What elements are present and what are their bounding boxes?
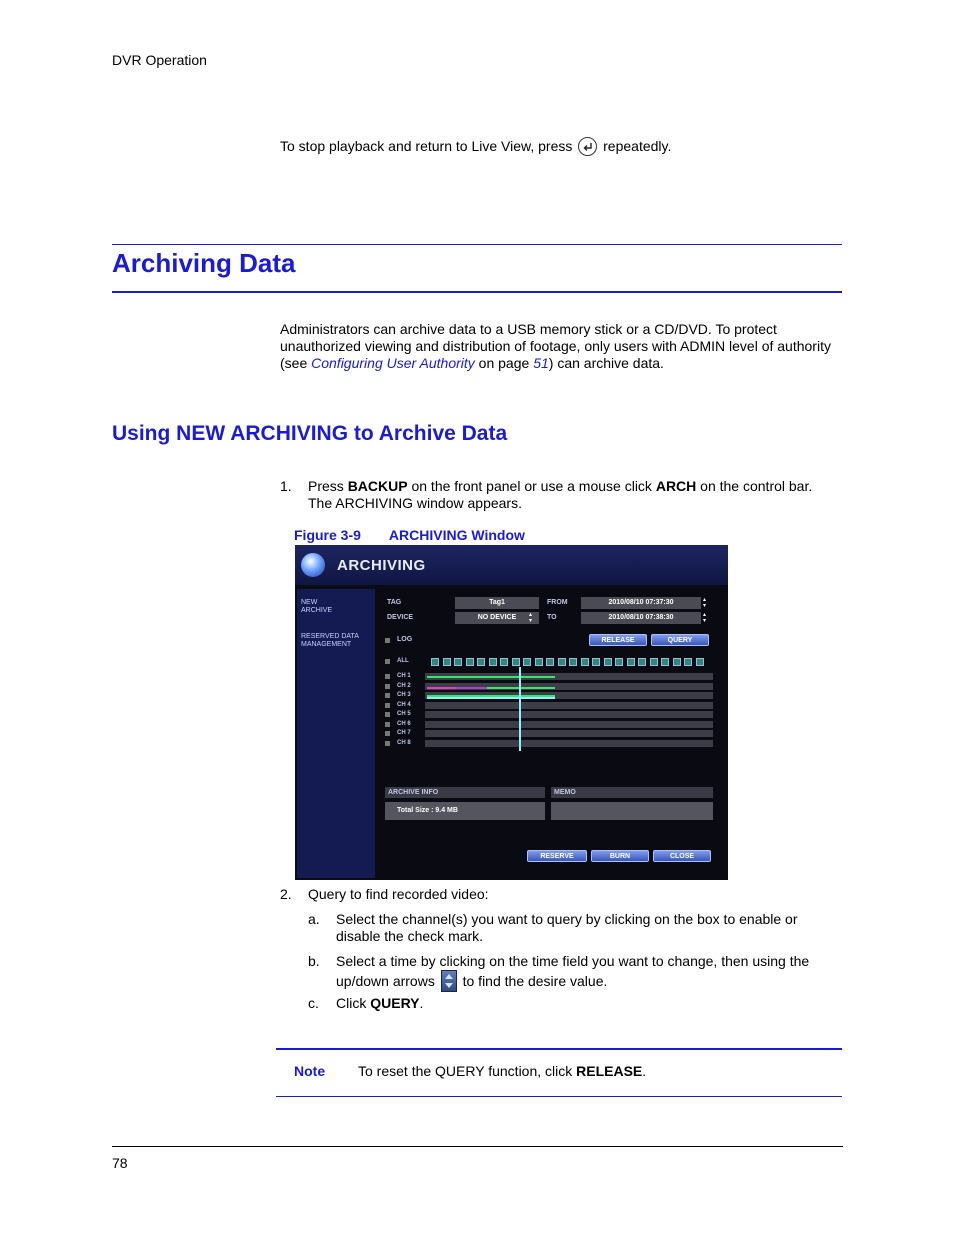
intro-text-before: To stop playback and return to Live View, press: [280, 138, 573, 154]
page-number: 78: [112, 1155, 128, 1171]
section-para-line: unauthorized viewing and distribution of footage, only users with ADMIN level of authority: [280, 338, 831, 354]
from-field[interactable]: 2010/08/10 07:37:30: [581, 597, 701, 609]
hour-checkbox[interactable]: [500, 658, 508, 666]
hour-checkbox[interactable]: [696, 658, 704, 666]
step1-number: 1.: [280, 478, 292, 494]
hour-checkbox[interactable]: [477, 658, 485, 666]
section-bottom-rule: [112, 291, 842, 293]
channel-timeline-row[interactable]: [425, 721, 713, 728]
hour-checkbox[interactable]: [489, 658, 497, 666]
hour-checkbox[interactable]: [650, 658, 658, 666]
figure-caption: [294, 527, 525, 543]
enter-key-icon: [578, 137, 597, 156]
substep-a-text: Select the channel(s) you want to query by clicking on the box to enable or disable the check mark.: [336, 911, 798, 944]
channel-timeline-row[interactable]: [425, 730, 713, 737]
release-button[interactable]: RELEASE: [589, 634, 647, 646]
channel-label: CH 1: [397, 673, 411, 679]
hour-checkbox[interactable]: [546, 658, 554, 666]
hour-checkbox[interactable]: [638, 658, 646, 666]
from-spin-icon[interactable]: ▴ ▾: [703, 597, 707, 609]
substep-c-letter: c.: [308, 995, 319, 1011]
note-top-rule: [276, 1048, 842, 1050]
channel-label: CH 4: [397, 701, 411, 708]
figure-number: Figure 3-9: [294, 527, 361, 543]
to-field[interactable]: 2010/08/10 07:38:30: [581, 612, 701, 624]
subsection-title: Using NEW ARCHIVING to Archive Data: [112, 422, 508, 445]
channel-label: CH 2: [397, 682, 411, 689]
section-para-line: (see Configuring User Authority on page 51) can archive data.: [280, 355, 664, 371]
up-down-arrows-icon: [441, 970, 457, 992]
burn-button[interactable]: BURN: [591, 850, 649, 862]
to-label: TO: [547, 614, 557, 621]
channel-checkbox[interactable]: [385, 703, 390, 708]
hour-checkbox[interactable]: [535, 658, 543, 666]
ch3-event-track: [455, 687, 487, 689]
channel-timeline-row[interactable]: [425, 740, 713, 747]
hour-checkbox[interactable]: [615, 658, 623, 666]
memo-box[interactable]: [551, 802, 713, 820]
channel-label: CH 7: [397, 730, 411, 736]
step1-text: Press BACKUP on the front panel or use a mouse click ARCH on the control bar. The ARCHIVING window appears.: [308, 478, 813, 511]
tag-label: TAG: [387, 599, 402, 606]
channel-checkbox[interactable]: [385, 684, 390, 689]
note-label: Note: [294, 1063, 326, 1079]
hour-checkbox[interactable]: [523, 658, 531, 666]
figure-title: ARCHIVING Window: [388, 527, 525, 543]
tag-field[interactable]: Tag1: [455, 597, 539, 609]
device-field[interactable]: NO DEVICE: [455, 612, 539, 624]
archive-info-header: ARCHIVE INFO: [385, 787, 545, 798]
hour-checkbox[interactable]: [558, 658, 566, 666]
intro-line: [280, 137, 671, 156]
channel-checkbox[interactable]: [385, 741, 390, 746]
intro-text-after: repeatedly.: [603, 138, 672, 154]
hour-checkbox[interactable]: [604, 658, 612, 666]
reserve-button[interactable]: RESERVE: [527, 850, 587, 862]
time-cursor[interactable]: [519, 667, 521, 751]
channel-label: CH 8: [397, 739, 411, 746]
running-header: DVR Operation: [112, 52, 207, 68]
note-bottom-rule: [276, 1096, 842, 1097]
sidebar-item-reserved-data[interactable]: RESERVED DATA MANAGEMENT: [301, 633, 359, 648]
all-checkbox[interactable]: [385, 659, 390, 664]
to-spin-icon[interactable]: ▴ ▾: [703, 612, 707, 624]
window-titlebar: [295, 545, 728, 585]
ch4-cursor-track: [427, 697, 555, 699]
window-main: [379, 589, 726, 878]
from-label: FROM: [547, 599, 568, 606]
channel-label: CH 5: [397, 711, 411, 717]
memo-header: MEMO: [551, 787, 713, 798]
all-label: ALL: [397, 658, 409, 664]
ch1-recording-track: [427, 676, 555, 678]
hour-checkbox[interactable]: [673, 658, 681, 666]
authority-link[interactable]: Configuring User Authority: [311, 355, 475, 371]
hour-checkbox[interactable]: [454, 658, 462, 666]
total-size-box: Total Size : 9.4 MB: [385, 802, 545, 820]
channel-checkbox[interactable]: [385, 712, 390, 717]
hour-checkbox[interactable]: [569, 658, 577, 666]
hour-checkbox[interactable]: [581, 658, 589, 666]
channel-checkbox[interactable]: [385, 693, 390, 698]
hour-checkbox[interactable]: [684, 658, 692, 666]
close-button[interactable]: CLOSE: [653, 850, 711, 862]
hour-checkbox[interactable]: [512, 658, 520, 666]
log-checkbox[interactable]: [385, 638, 390, 643]
hour-checkbox[interactable]: [443, 658, 451, 666]
window-title: ARCHIVING: [337, 557, 426, 574]
globe-logo-icon: [301, 553, 325, 577]
section-paragraph: [280, 321, 831, 372]
channel-checkbox[interactable]: [385, 731, 390, 736]
channel-label: CH 3: [397, 692, 411, 698]
hour-checkbox[interactable]: [661, 658, 669, 666]
window-sidebar: [297, 589, 375, 878]
section-para-line: Administrators can archive data to a USB memory stick or a CD/DVD. To protect: [280, 321, 777, 337]
channel-label: CH 6: [397, 720, 411, 727]
step2-number: 2.: [280, 886, 292, 902]
channel-timeline-row[interactable]: [425, 702, 713, 709]
device-label: DEVICE: [387, 614, 414, 621]
step2-text: Query to find recorded video:: [308, 886, 489, 902]
archiving-window-screenshot: [295, 545, 728, 880]
channel-timeline-row[interactable]: [425, 711, 713, 718]
sidebar-item-new-archive[interactable]: NEW ARCHIVE: [301, 599, 333, 614]
channel-checkbox[interactable]: [385, 674, 390, 679]
note-text: To reset the QUERY function, click RELEASE.: [358, 1063, 647, 1079]
footer-rule: [112, 1146, 843, 1147]
page-link[interactable]: 51: [533, 355, 549, 371]
hour-checkbox[interactable]: [627, 658, 635, 666]
section-top-rule: [112, 244, 842, 245]
hour-checkbox[interactable]: [466, 658, 474, 666]
substep-b-letter: b.: [308, 953, 320, 969]
substep-c-text: Click QUERY.: [336, 995, 424, 1011]
hour-checkbox[interactable]: [431, 658, 439, 666]
substep-a-letter: a.: [308, 911, 320, 927]
ch3-motion-track: [427, 687, 455, 689]
log-label: LOG: [397, 636, 413, 643]
query-button[interactable]: QUERY: [651, 634, 709, 646]
channel-checkbox[interactable]: [385, 722, 390, 727]
device-spin-icon[interactable]: ▴ ▾: [529, 612, 533, 624]
ch3-recording-track: [487, 687, 555, 689]
substep-b-text: Select a time by clicking on the time field you want to change, then using the up/down arrows to find the desire value.: [336, 953, 809, 992]
hour-checkbox[interactable]: [592, 658, 600, 666]
section-title: Archiving Data: [112, 248, 296, 278]
